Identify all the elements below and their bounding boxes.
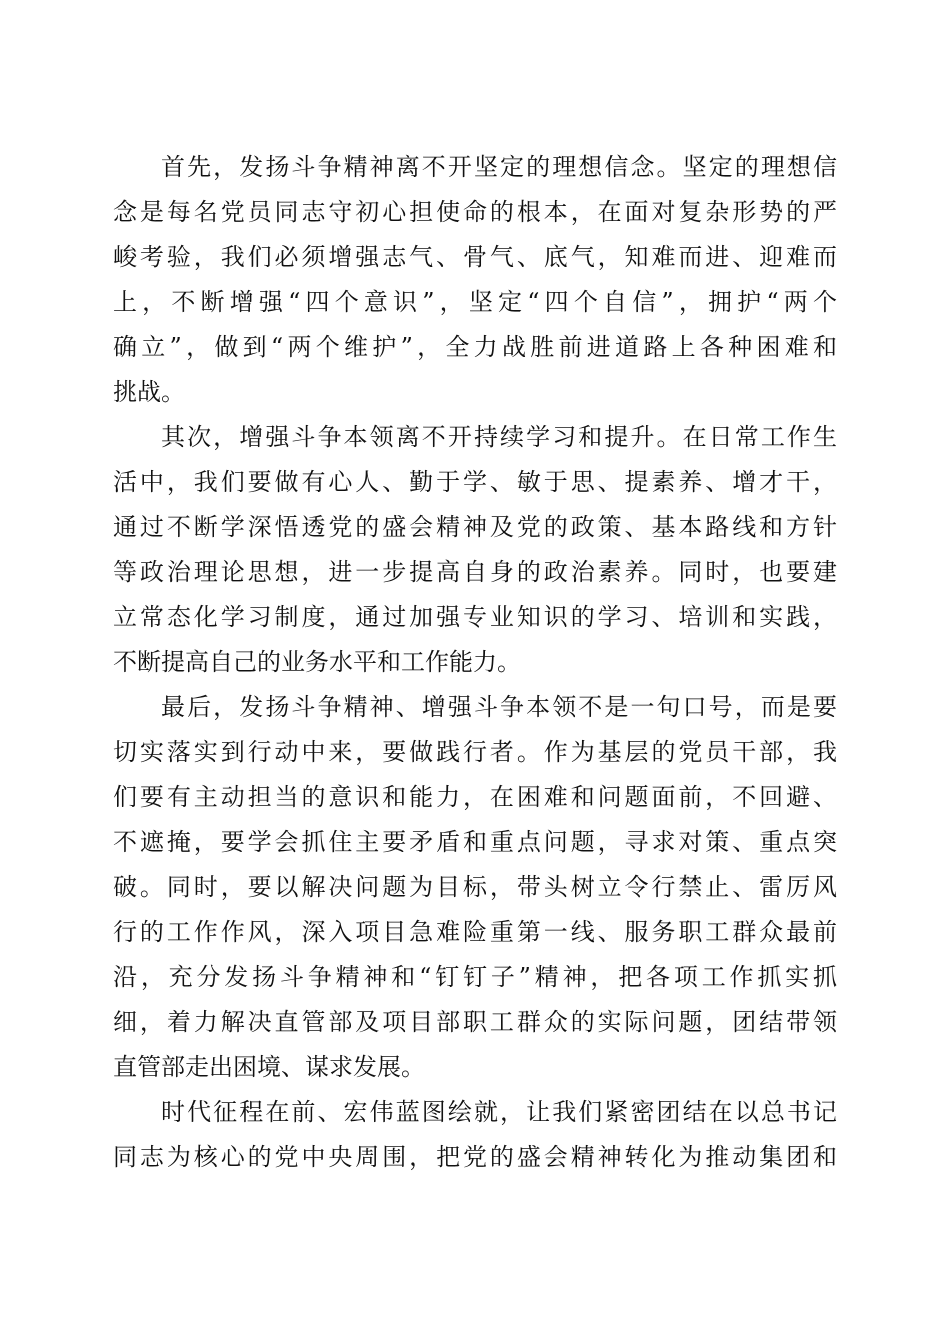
text-line: 行的工作作风，深入项目急难险重第一线、服务职工群众最前 [113,918,837,946]
text-line: 最后，发扬斗争精神、增强斗争本领不是一句口号，而是要 [161,693,837,721]
text-line: 不遮掩，要学会抓住主要矛盾和重点问题，寻求对策、重点突 [113,828,837,856]
text-line: 活中，我们要做有心人、勤于学、敏于思、提素养、增才干， [113,468,837,496]
text-line: 们要有主动担当的意识和能力，在困难和问题面前，不回避、 [113,783,837,811]
text-line: 挑战。 [113,378,185,406]
text-line: 等政治理论思想，进一步提高自身的政治素养。同时，也要建 [113,558,837,586]
text-line: 直管部走出困境、谋求发展。 [113,1053,425,1081]
text-line: 破。同时，要以解决问题为目标，带头树立令行禁止、雷厉风 [113,873,837,901]
text-line: 首先，发扬斗争精神离不开坚定的理想信念。坚定的理想信 [161,153,837,181]
paragraph-2 [113,415,837,685]
paragraph-4 [113,1090,837,1180]
document-page [113,145,837,1180]
text-line: 通过不断学深悟透党的盛会精神及党的政策、基本路线和方针 [113,513,837,541]
text-line: 时代征程在前、宏伟蓝图绘就，让我们紧密团结在以总书记 [161,1098,837,1126]
text-line: 细，着力解决直管部及项目部职工群众的实际问题，团结带领 [113,1008,837,1036]
paragraph-3 [113,685,837,1090]
text-line: 念是每名党员同志守初心担使命的根本，在面对复杂形势的严 [113,198,837,226]
text-line: 峻考验，我们必须增强志气、骨气、底气，知难而进、迎难而 [113,243,837,271]
text-line: 其次，增强斗争本领离不开持续学习和提升。在日常工作生 [161,423,837,451]
text-line: 不断提高自己的业务水平和工作能力。 [113,648,521,676]
text-line: 上，不断增强“四个意识”，坚定“四个自信”，拥护“两个 [113,288,837,316]
paragraph-1 [113,145,837,415]
text-line: 沿，充分发扬斗争精神和“钉钉子”精神，把各项工作抓实抓 [113,963,837,991]
text-line: 确立”，做到“两个维护”，全力战胜前进道路上各种困难和 [113,333,837,361]
text-line: 切实落实到行动中来，要做践行者。作为基层的党员干部，我 [113,738,837,766]
text-line: 立常态化学习制度，通过加强专业知识的学习、培训和实践， [113,603,837,631]
text-line: 同志为核心的党中央周围，把党的盛会精神转化为推动集团和 [113,1143,837,1171]
